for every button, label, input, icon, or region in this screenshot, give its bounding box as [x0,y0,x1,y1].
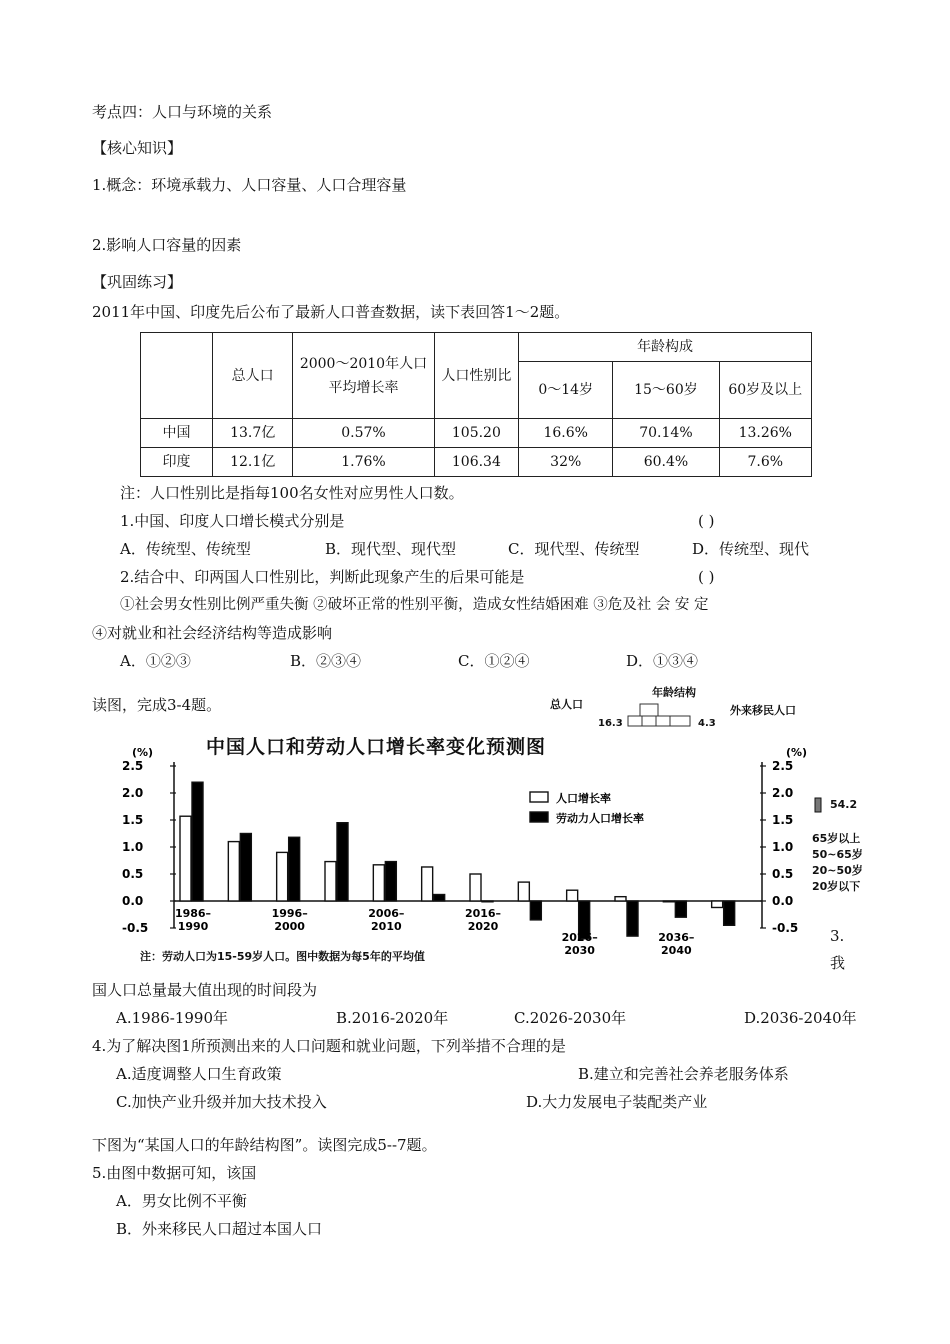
y-tick-label-right: 2.5 [772,759,794,773]
q2-option-c: C．①②④ [458,652,530,670]
q3-first-char: 我 [830,954,846,972]
q4-option-b: B.建立和完善社会养老服务体系 [578,1065,789,1083]
table-row [141,419,812,448]
q2-option-b: B．②③④ [290,652,362,670]
bar-population-growth [277,852,288,901]
q2-stem: 2.结合中、印两国人口性别比，判断此现象产生的后果可能是 [120,568,525,586]
cell-age-0-14: 16.6% [519,419,613,448]
bar-population-growth [567,890,578,901]
legend-label: 人口增长率 [556,792,611,805]
q3-stem: 国人口总量最大值出现的时间段为 [92,981,318,999]
x-tick-label-end: 2040 [661,944,692,957]
frag-age-20: 20岁以下 [812,880,861,893]
bar-labor-growth [192,782,203,901]
legend-label: 劳动力人口增长率 [556,812,644,825]
header-total: 总人口 [213,333,293,419]
practice-heading: 【巩固练习】 [92,273,183,291]
bar-labor-growth [385,862,396,901]
cell-sex-ratio: 106.34 [434,448,519,477]
q1-stem: 1.中国、印度人口增长模式分别是 [120,512,345,530]
q3-option-c: C.2026-2030年 [514,1009,627,1027]
y-tick-label-right: 0.5 [772,867,794,881]
q2-option-a: A．①②③ [120,652,191,670]
x-tick-label-start: 2006– [368,907,405,920]
bar-population-growth [712,901,723,907]
bar-labor-growth [482,901,493,902]
cell-growth: 1.76% [293,448,434,477]
census-table [140,332,812,477]
q4-option-c: C.加快产业升级并加大技术投入 [116,1093,327,1111]
frag-num-left: 16.3 [598,718,623,729]
chart-title: 中国人口和劳动人口增长率变化预测图 [206,736,547,758]
cell-age-15-60: 60.4% [613,448,719,477]
growth-chart [118,728,830,968]
q3-option-d: D.2036-2040年 [744,1009,857,1027]
pyramid-fragment-icon [624,702,694,728]
frag-age-65: 65岁以上 [812,832,861,845]
bar-population-growth [373,865,384,901]
intro-1: 2011年中国、印度先后公布了最新人口普查数据，读下表回答1～2题。 [92,303,570,321]
y-tick-label-left: -0.5 [122,921,149,935]
legend-swatch [530,812,548,822]
q4-option-d: D.大力发展电子装配类产业 [526,1093,708,1111]
y-tick-label-left: 1.5 [122,813,144,827]
table-corner [141,333,213,419]
y-tick-label-right: 2.0 [772,786,794,800]
cell-total: 12.1亿 [213,448,293,477]
header-age-60-plus: 60岁及以上 [719,362,811,419]
header-growth: 2000～2010年人口平均增长率 [293,333,434,419]
intro-2: 读图，完成3-4题。 [92,696,222,714]
bar-labor-growth [289,837,300,901]
bar-labor-growth [434,895,445,901]
intro-3: 下图为“某国人口的年龄结构图”。读图完成5--7题。 [92,1136,437,1154]
x-tick-label-start: 1996– [271,907,308,920]
y-tick-label-right: 1.5 [772,813,794,827]
core-item-2: 2.影响人口容量的因素 [92,236,242,254]
table-header-row [141,333,812,362]
x-tick-label-start: 1986– [174,907,212,920]
bar-labor-growth [530,901,541,920]
y-tick-label-left: 1.0 [122,840,144,854]
table-row [141,448,812,477]
y-axis-unit-right: (%) [786,746,808,759]
core-heading: 【核心知识】 [92,139,183,157]
bar-labor-growth [724,901,735,925]
header-age-15-60: 15～60岁 [613,362,719,419]
bar-population-growth [470,874,481,901]
bar-population-growth [663,901,674,902]
frag-total-pop: 总人口 [550,698,583,711]
frag-num-right: 4.3 [698,718,716,729]
y-tick-label-right: 0.0 [772,894,794,908]
x-tick-label-end: 2030 [564,944,595,957]
bar-population-growth [615,897,626,901]
x-tick-label-start: 2036– [658,931,695,944]
x-tick-label-end: 1990 [177,920,209,933]
chart-note: 注：劳动人口为15-59岁人口。图中数据为每5年的平均值 [140,950,425,963]
y-axis-unit-left: (%) [132,746,154,759]
legend-swatch-icon [814,797,822,813]
bar-population-growth [422,867,433,901]
q1-option-b: B．现代型、现代型 [325,540,457,558]
bar-labor-growth [337,823,348,901]
q1-option-c: C．现代型、传统型 [508,540,640,558]
q4-option-a: A.适度调整人口生育政策 [116,1065,282,1083]
q4-stem: 4.为了解决图1所预测出来的人口问题和就业问题，下列举措不合理的是 [92,1037,566,1055]
y-tick-label-left: 0.0 [122,894,144,908]
cell-age-60-plus: 7.6% [719,448,811,477]
y-tick-label-left: 2.5 [122,759,144,773]
bar-labor-growth [240,834,251,902]
bar-population-growth [228,842,239,901]
q2-option-d: D．①③④ [626,652,699,670]
q3-option-a: A.1986-1990年 [116,1009,229,1027]
cell-age-15-60: 70.14% [613,419,719,448]
q2-statement-line-2: ④对就业和社会经济结构等造成影响 [92,624,333,642]
bar-labor-growth [627,901,638,936]
frag-migrants: 外来移民人口 [730,704,796,717]
header-age-0-14: 0～14岁 [519,362,613,419]
x-tick-label-end: 2020 [467,920,499,933]
bar-population-growth [180,816,191,901]
x-tick-label-end: 2010 [371,920,402,933]
frag-age-struct: 年龄结构 [652,686,696,699]
cell-sex-ratio: 105.20 [434,419,519,448]
q3-number: 3. [830,927,845,945]
bar-population-growth [325,862,336,901]
frag-age-50-65: 50~65岁 [812,848,863,861]
header-age: 年龄构成 [519,333,812,362]
y-tick-label-right: -0.5 [772,921,799,935]
cell-country: 印度 [141,448,213,477]
q2-bracket: ( ) [698,568,715,586]
q5-option-a: A．男女比例不平衡 [116,1192,247,1210]
cell-growth: 0.57% [293,419,434,448]
cell-age-0-14: 32% [519,448,613,477]
q3-option-b: B.2016-2020年 [336,1009,449,1027]
bar-population-growth [518,882,529,901]
cell-total: 13.7亿 [213,419,293,448]
x-tick-label-start: 2016– [464,907,502,920]
cell-country: 中国 [141,419,213,448]
y-tick-label-left: 0.5 [122,867,144,881]
section-title: 考点四：人口与环境的关系 [92,103,273,121]
q5-option-b: B．外来移民人口超过本国人口 [116,1220,323,1238]
q1-option-a: A．传统型、传统型 [120,540,251,558]
q5-stem: 5.由图中数据可知，该国 [92,1164,257,1182]
y-tick-label-right: 1.0 [772,840,794,854]
frag-value-542: 54.2 [830,798,858,811]
chart-plot [118,728,830,968]
frag-age-20-50: 20~50岁 [812,864,863,877]
x-tick-label-start: 2026– [561,931,598,944]
x-tick-label-end: 2000 [274,920,305,933]
q1-option-d: D．传统型、现代 [692,540,810,558]
header-sex-ratio: 人口性别比 [434,333,519,419]
y-tick-label-left: 2.0 [122,786,144,800]
q2-statement-line-1: ①社会男女性别比例严重失衡 ②破坏正常的性别平衡，造成女性结婚困难 ③危及社 会 安 定 [120,597,709,613]
q1-bracket: ( ) [698,512,715,530]
table-note: 注：人口性别比是指每100名女性对应男性人口数。 [120,484,464,502]
core-item-1: 1.概念：环境承载力、人口容量、人口合理容量 [92,176,407,194]
cell-age-60-plus: 13.26% [719,419,811,448]
bar-labor-growth [675,901,686,917]
legend-swatch [530,792,548,802]
